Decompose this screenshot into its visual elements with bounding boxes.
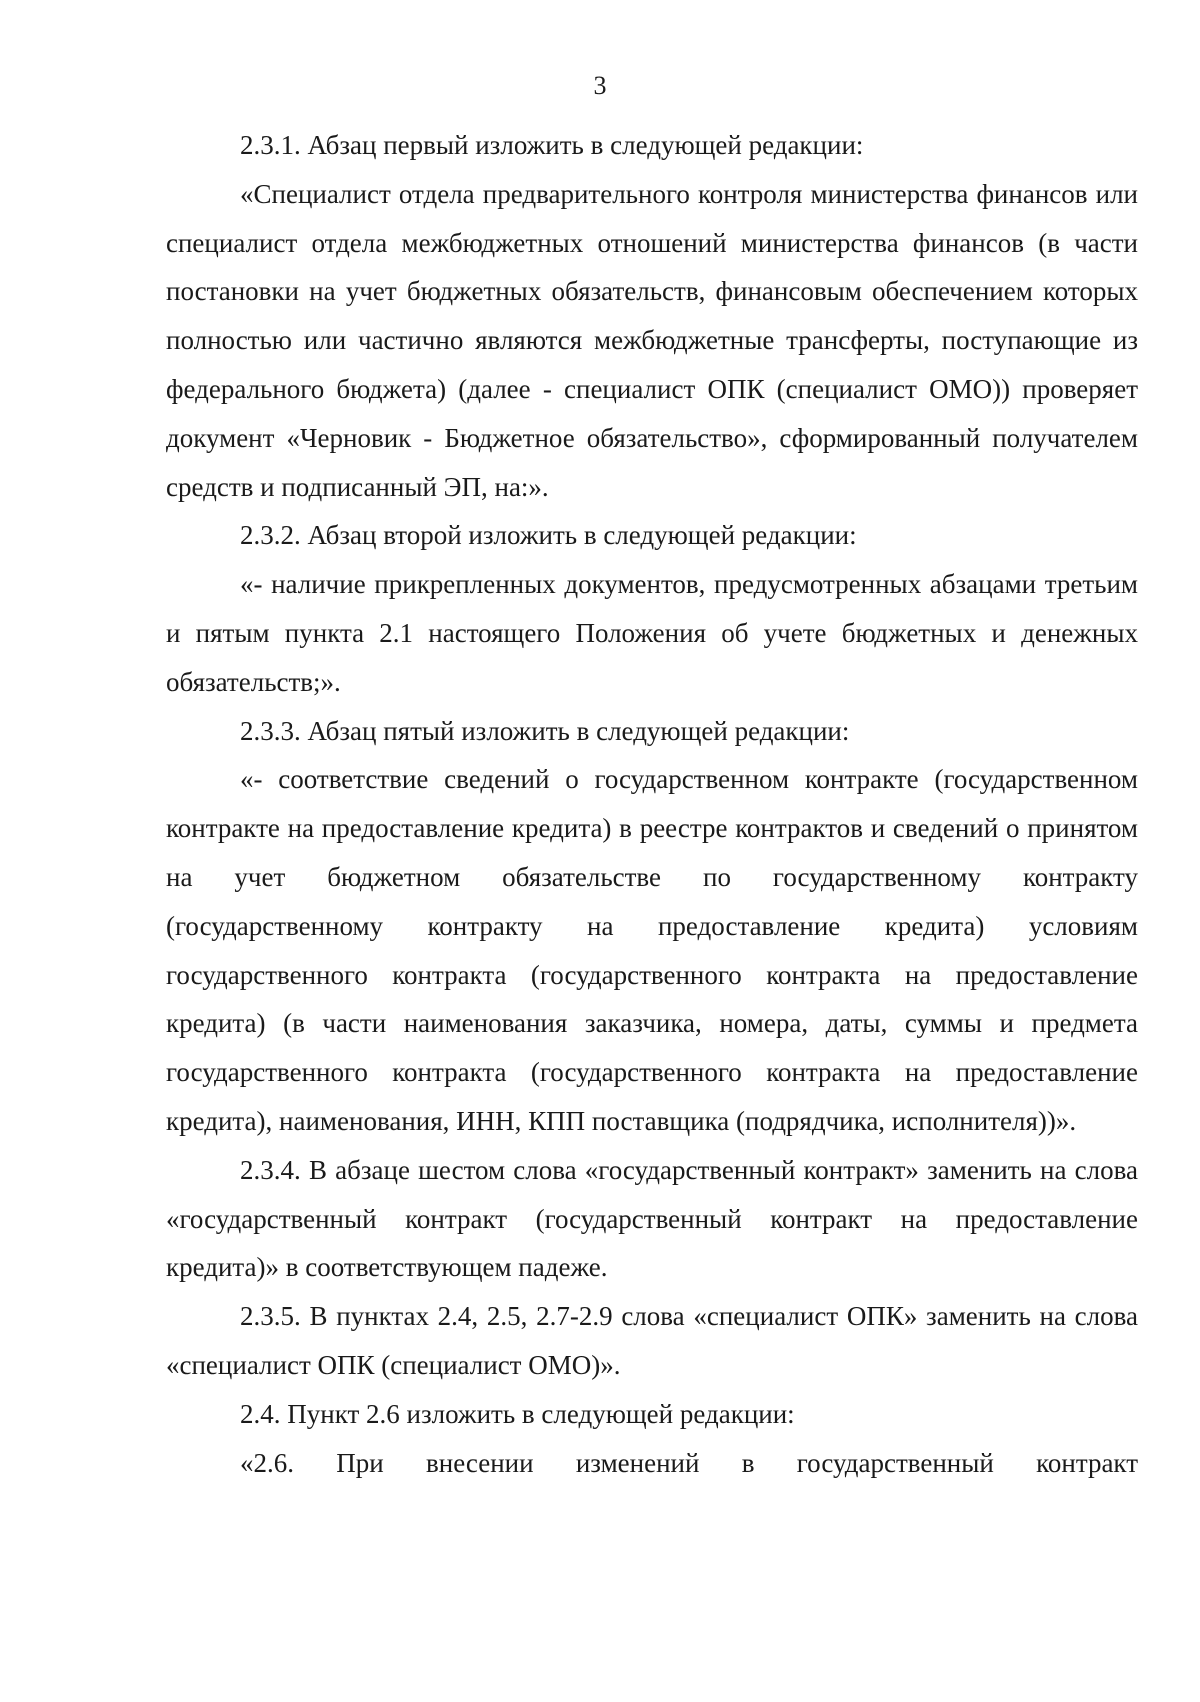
paragraph-2-4-heading: 2.4. Пункт 2.6 изложить в следующей редакции: (240, 1398, 795, 1429)
paragraph-2-3-3-heading: 2.3.3. Абзац пятый изложить в следующей редакции: (240, 715, 850, 746)
paragraph-2-3-5: 2.3.5. В пунктах 2.4, 2.5, 2.7-2.9 слова «специалист ОПК» заменить на слова «специалист ОПК (специалист ОМО)». (166, 1301, 1138, 1380)
paragraph-2-3-3-text: «- соответствие сведений о государственном контракте (государственном контракте на предоставление кредита) в реестре контрактов и сведений о принятом на учет бюджетном обязательстве по государственному контракту (государственному контракту на предоставление кредита) условиям государственного контракта (государственного контракта на предоставление кредита) (в части наименования заказчика, номера, даты, суммы и предмета государственного контракта (государственного контракта на предоставление кредита), наименования, ИНН, КПП поставщика (подрядчика, исполнителя))». (166, 764, 1138, 1136)
paragraph-2-6-text: «2.6. При внесении изменений в государственный контракт (240, 1447, 1138, 1478)
paragraph-2-3-4: 2.3.4. В абзаце шестом слова «государственный контракт» заменить на слова «государственный контракт (государственный контракт на предоставление кредита)» в соответствующем падеже. (166, 1154, 1138, 1283)
paragraph-2-3-2-heading: 2.3.2. Абзац второй изложить в следующей редакции: (240, 520, 857, 551)
paragraph-2-3-1-text: «Специалист отдела предварительного контроля министерства финансов или специалист отдела межбюджетных отношений министерства финансов (в части постановки на учет бюджетных обязательств, финансовым обеспечением которых полностью или частично являются межбюджетные трансферты, поступающие из федерального бюджета) (далее - специалист ОПК (специалист ОМО)) проверяет документ «Черновик - Бюджетное обязательство», сформированный получателем средств и подписанный ЭП, на:». (166, 178, 1138, 502)
document-body (166, 121, 1138, 1487)
paragraph-2-3-1-heading: 2.3.1. Абзац первый изложить в следующей редакции: (240, 130, 864, 160)
paragraph-2-3-2-text: «- наличие прикрепленных документов, предусмотренных абзацами третьим и пятым пункта 2.1 настоящего Положения об учете бюджетных и денежных обязательств;». (166, 569, 1138, 697)
page-number: 3 (593, 71, 607, 100)
